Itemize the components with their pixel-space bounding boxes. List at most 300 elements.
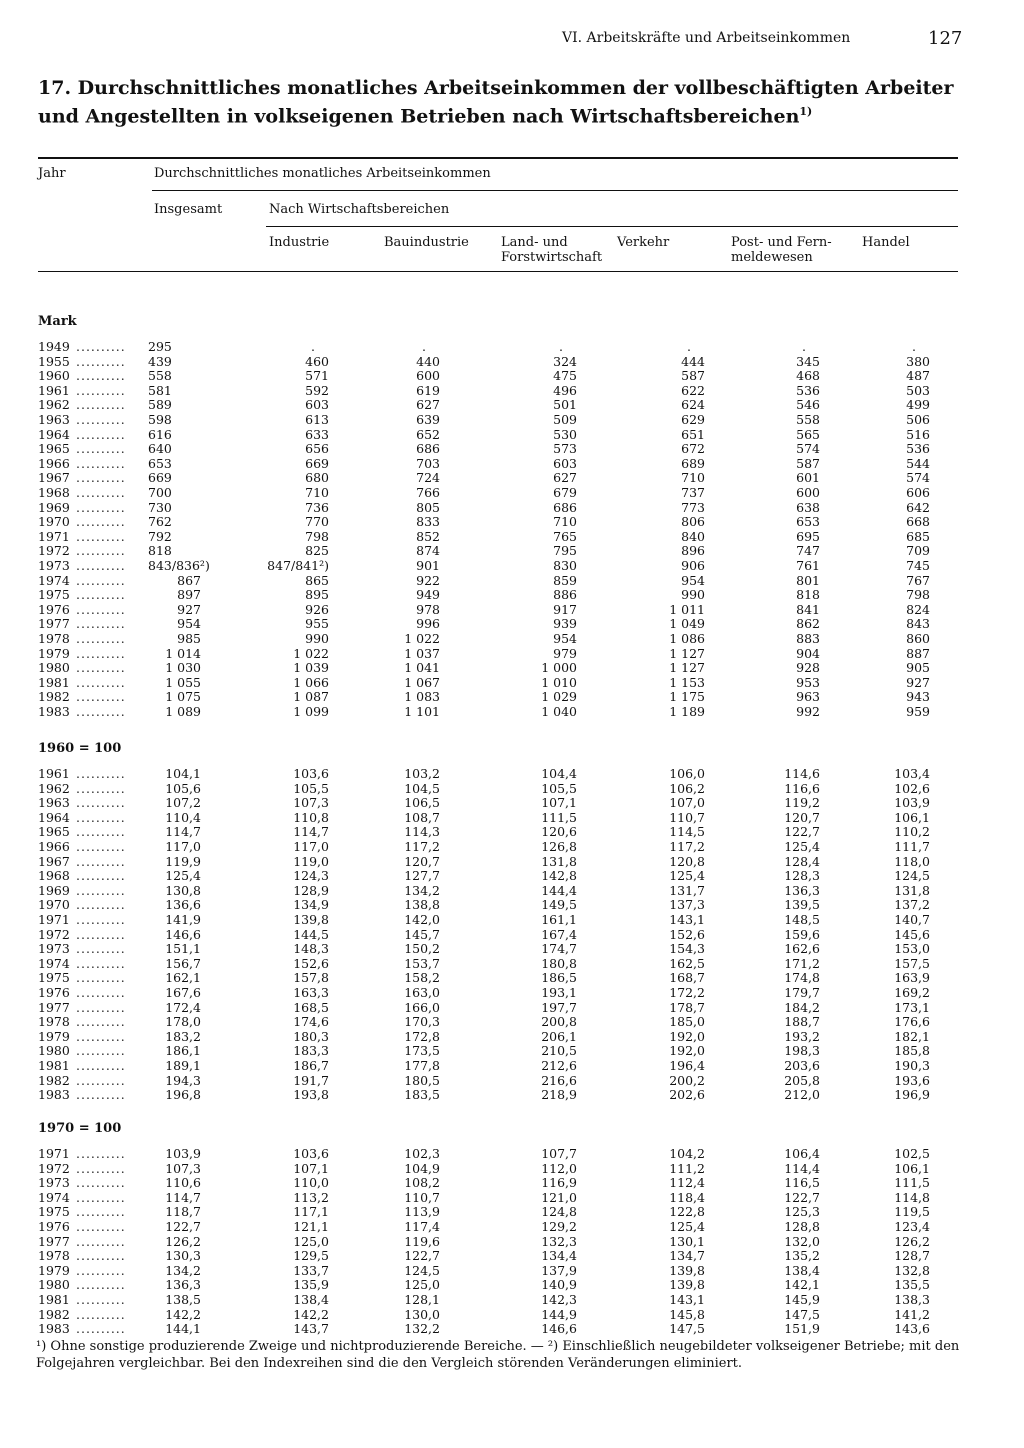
table-cell: 127,7 bbox=[404, 868, 440, 884]
table-row bbox=[38, 661, 968, 676]
cell-year: 1975 bbox=[38, 587, 70, 603]
table-cell: . bbox=[802, 339, 806, 354]
table-cell: 116,5 bbox=[784, 1175, 820, 1191]
table-cell: 1 000 bbox=[541, 660, 577, 676]
leader-dots: .......... bbox=[76, 500, 126, 515]
table-cell: 840 bbox=[681, 528, 705, 544]
table-cell: 131,8 bbox=[541, 853, 577, 869]
table-cell: . bbox=[687, 339, 691, 354]
table-cell: 125,0 bbox=[293, 1233, 329, 1249]
table-cell: 710 bbox=[305, 485, 329, 500]
leader-dots: .......... bbox=[76, 1249, 126, 1264]
table-cell: 129,5 bbox=[293, 1248, 329, 1264]
cell-year: 1978 bbox=[38, 1248, 70, 1264]
table-cell: 177,8 bbox=[404, 1058, 440, 1073]
rule-group bbox=[152, 190, 958, 191]
leader-dots: .......... bbox=[76, 1263, 126, 1278]
table-cell: 939 bbox=[553, 616, 577, 632]
leader-dots: .......... bbox=[76, 427, 126, 442]
leader-dots: .......... bbox=[76, 515, 126, 530]
table-cell: 558 bbox=[796, 412, 820, 427]
cell-year: 1977 bbox=[38, 999, 70, 1015]
table-cell: . bbox=[559, 339, 563, 354]
running-header: VI. Arbeitskräfte und Arbeitseinkommen bbox=[562, 30, 851, 46]
table-cell: 128,8 bbox=[784, 1219, 820, 1234]
cell-year: 1963 bbox=[38, 412, 70, 427]
table-cell: 765 bbox=[553, 528, 577, 544]
table-row bbox=[38, 825, 968, 840]
leader-dots: .......... bbox=[76, 456, 126, 471]
col-header-jahr: Jahr bbox=[38, 166, 66, 181]
table-cell: 1 030 bbox=[165, 660, 201, 676]
table-cell: 185,8 bbox=[894, 1043, 930, 1059]
table-cell: 156,7 bbox=[165, 955, 201, 971]
table-cell: 163,9 bbox=[894, 970, 930, 986]
table-row bbox=[38, 1205, 968, 1220]
cell-year: 1983 bbox=[38, 1321, 70, 1337]
cell-year: 1981 bbox=[38, 1292, 70, 1307]
table-cell: 172,4 bbox=[165, 999, 201, 1015]
cell-year: 1973 bbox=[38, 558, 70, 573]
table-cell: 762 bbox=[148, 514, 172, 530]
col-subgroup-header: Nach Wirtschaftsbereichen bbox=[269, 202, 450, 217]
cell-year: 1973 bbox=[38, 941, 70, 957]
table-cell: 798 bbox=[305, 528, 329, 544]
table-cell: . bbox=[912, 339, 916, 354]
table-cell: 114,8 bbox=[894, 1189, 930, 1205]
table-cell: 188,7 bbox=[784, 1014, 820, 1030]
table-cell: 852 bbox=[416, 528, 440, 544]
table-cell: 106,4 bbox=[784, 1146, 820, 1161]
table-cell: 439 bbox=[148, 353, 172, 369]
table-cell: 143,1 bbox=[669, 1292, 705, 1307]
leader-dots: .......... bbox=[76, 340, 126, 354]
table-row bbox=[38, 1015, 968, 1030]
table-cell: 151,9 bbox=[784, 1321, 820, 1337]
table-cell: 170,3 bbox=[404, 1014, 440, 1030]
table-cell: 107,3 bbox=[165, 1160, 201, 1176]
table-cell: 860 bbox=[906, 631, 930, 646]
table-row bbox=[38, 869, 968, 884]
table-cell: 144,5 bbox=[293, 926, 329, 942]
table-cell: 629 bbox=[681, 412, 705, 427]
leader-dots: .......... bbox=[76, 1234, 126, 1249]
table-cell: 157,8 bbox=[293, 970, 329, 986]
table-cell: 619 bbox=[416, 382, 440, 398]
table-row bbox=[38, 1030, 968, 1045]
table-cell: 178,0 bbox=[165, 1014, 201, 1030]
table-cell: 108,2 bbox=[404, 1175, 440, 1191]
table-cell: 886 bbox=[553, 587, 577, 603]
table-cell: 182,1 bbox=[894, 1028, 930, 1044]
leader-dots: .......... bbox=[76, 602, 126, 617]
col-header-land-line1: Land- und bbox=[501, 235, 568, 250]
cell-year: 1981 bbox=[38, 1058, 70, 1073]
table-cell: 324 bbox=[553, 353, 577, 369]
leader-dots: .......... bbox=[76, 1000, 126, 1015]
table-cell: 468 bbox=[796, 368, 820, 384]
table-cell: 130,1 bbox=[669, 1233, 705, 1249]
col-header-handel: Handel bbox=[862, 235, 910, 250]
table-cell: 134,4 bbox=[541, 1248, 577, 1264]
table-cell: 186,1 bbox=[165, 1043, 201, 1059]
table-cell: 653 bbox=[148, 455, 172, 471]
table-cell: 905 bbox=[906, 660, 930, 676]
leader-dots: .......... bbox=[76, 825, 126, 840]
table-cell: 126,2 bbox=[165, 1233, 201, 1249]
col-header-industrie: Industrie bbox=[269, 235, 330, 250]
table-cell: 953 bbox=[796, 674, 820, 690]
table-cell: 1 011 bbox=[669, 601, 705, 617]
leader-dots: .......... bbox=[76, 986, 126, 1000]
table-cell: 496 bbox=[553, 382, 577, 398]
leader-dots: .......... bbox=[76, 1073, 126, 1088]
section-label: 1960 = 100 bbox=[38, 741, 122, 756]
table-cell: 1 055 bbox=[165, 674, 201, 690]
col-header-post bbox=[731, 235, 832, 265]
table-cell: 142,2 bbox=[293, 1306, 329, 1322]
leader-dots: .......... bbox=[76, 854, 126, 869]
table-cell: 949 bbox=[416, 587, 440, 603]
table-cell: 148,3 bbox=[293, 941, 329, 957]
cell-year: 1971 bbox=[38, 912, 70, 927]
table-row bbox=[38, 515, 968, 530]
table-cell: 1 175 bbox=[669, 689, 705, 705]
table-cell: 183,2 bbox=[165, 1028, 201, 1044]
table-cell: 1 066 bbox=[293, 674, 329, 690]
table-row bbox=[38, 471, 968, 486]
table-cell: 767 bbox=[906, 572, 930, 588]
table-cell: 680 bbox=[305, 470, 329, 486]
table-cell: 847/841²) bbox=[267, 558, 329, 573]
table-row bbox=[38, 957, 968, 972]
table-cell: 183,5 bbox=[404, 1087, 440, 1103]
table-cell: 120,7 bbox=[404, 853, 440, 869]
table-cell: 196,4 bbox=[669, 1058, 705, 1073]
table-row bbox=[38, 384, 968, 399]
table-cell: 168,7 bbox=[669, 970, 705, 986]
table-cell: 1 067 bbox=[404, 674, 440, 690]
cell-year: 1949 bbox=[38, 339, 70, 354]
table-row bbox=[38, 1264, 968, 1279]
leader-dots: .......... bbox=[76, 471, 126, 486]
table-cell: 130,3 bbox=[165, 1248, 201, 1264]
table-cell: 444 bbox=[681, 353, 705, 369]
table-cell: 499 bbox=[906, 397, 930, 413]
table-cell: 979 bbox=[553, 645, 577, 661]
table-cell: 172,2 bbox=[669, 985, 705, 1000]
table-cell: 616 bbox=[148, 426, 172, 442]
table-cell: 1 049 bbox=[669, 616, 705, 632]
table-cell: 138,3 bbox=[894, 1292, 930, 1307]
table-cell: 142,0 bbox=[404, 912, 440, 927]
table-cell: 1 127 bbox=[669, 645, 705, 661]
leader-dots: .......... bbox=[76, 971, 126, 986]
leader-dots: .......... bbox=[76, 486, 126, 500]
table-row bbox=[38, 603, 968, 618]
table-cell: 954 bbox=[681, 572, 705, 588]
table-cell: 202,6 bbox=[669, 1087, 705, 1103]
table-cell: 137,3 bbox=[669, 897, 705, 913]
table-cell: 200,8 bbox=[541, 1014, 577, 1030]
cell-year: 1962 bbox=[38, 780, 70, 796]
table-cell: 110,2 bbox=[894, 824, 930, 840]
table-cell: 148,5 bbox=[784, 912, 820, 927]
table-cell: 587 bbox=[681, 368, 705, 384]
table-cell: 197,7 bbox=[541, 999, 577, 1015]
table-cell: 105,5 bbox=[541, 780, 577, 796]
table-cell: 118,4 bbox=[669, 1189, 705, 1205]
table-cell: 926 bbox=[305, 601, 329, 617]
leader-dots: .......... bbox=[76, 1029, 126, 1044]
table-cell: 131,8 bbox=[894, 882, 930, 898]
cell-year: 1976 bbox=[38, 1219, 70, 1234]
table-row bbox=[38, 559, 968, 574]
table-cell: 601 bbox=[796, 470, 820, 486]
table-cell: 141,9 bbox=[165, 912, 201, 927]
table-row bbox=[38, 442, 968, 457]
table-row bbox=[38, 398, 968, 413]
table-cell: 686 bbox=[416, 441, 440, 457]
leader-dots: .......... bbox=[76, 705, 126, 719]
table-cell: 108,7 bbox=[404, 809, 440, 825]
leader-dots: .......... bbox=[76, 1015, 126, 1030]
table-cell: 103,6 bbox=[293, 1146, 329, 1161]
table-cell: 867 bbox=[177, 572, 201, 588]
table-cell: 183,3 bbox=[293, 1043, 329, 1059]
table-cell: 990 bbox=[305, 631, 329, 646]
table-cell: 992 bbox=[796, 704, 820, 719]
table-cell: 506 bbox=[906, 412, 930, 427]
table-cell: 110,4 bbox=[165, 809, 201, 825]
table-cell: 142,1 bbox=[784, 1277, 820, 1293]
cell-year: 1970 bbox=[38, 514, 70, 530]
table-cell: 124,5 bbox=[404, 1262, 440, 1278]
table-cell: 193,6 bbox=[894, 1072, 930, 1088]
table-cell: 669 bbox=[148, 470, 172, 486]
table-cell: 638 bbox=[796, 499, 820, 515]
table-cell: 203,6 bbox=[784, 1058, 820, 1073]
table-cell: 153,0 bbox=[894, 941, 930, 957]
table-cell: 112,0 bbox=[541, 1160, 577, 1176]
cell-year: 1964 bbox=[38, 809, 70, 825]
cell-year: 1965 bbox=[38, 441, 70, 457]
table-cell: 138,4 bbox=[784, 1262, 820, 1278]
leader-dots: .......... bbox=[76, 796, 126, 811]
cell-year: 1974 bbox=[38, 572, 70, 588]
cell-year: 1971 bbox=[38, 1146, 70, 1161]
table-cell: 121,1 bbox=[293, 1219, 329, 1234]
table-cell: 1 029 bbox=[541, 689, 577, 705]
table-cell: 110,0 bbox=[293, 1175, 329, 1191]
table-cell: 985 bbox=[177, 631, 201, 646]
leader-dots: .......... bbox=[76, 559, 126, 573]
table-row bbox=[38, 1074, 968, 1089]
table-cell: 1 039 bbox=[293, 660, 329, 676]
table-row bbox=[38, 588, 968, 603]
table-cell: 186,7 bbox=[293, 1058, 329, 1073]
leader-dots: .......... bbox=[76, 1307, 126, 1322]
table-cell: 747 bbox=[796, 543, 820, 559]
table-cell: 134,9 bbox=[293, 897, 329, 913]
table-cell: . bbox=[422, 339, 426, 354]
cell-year: 1979 bbox=[38, 1028, 70, 1044]
cell-year: 1967 bbox=[38, 470, 70, 486]
cell-year: 1983 bbox=[38, 1087, 70, 1103]
table-cell: 140,9 bbox=[541, 1277, 577, 1293]
table-cell: 1 022 bbox=[404, 631, 440, 646]
table-cell: 147,5 bbox=[784, 1306, 820, 1322]
table-cell: 146,6 bbox=[541, 1321, 577, 1337]
table-cell: 139,8 bbox=[669, 1262, 705, 1278]
table-cell: 120,7 bbox=[784, 809, 820, 825]
table-cell: 833 bbox=[416, 514, 440, 530]
table-cell: 184,2 bbox=[784, 999, 820, 1015]
table-cell: 173,5 bbox=[404, 1043, 440, 1059]
table-row bbox=[38, 1059, 968, 1074]
leader-dots: .......... bbox=[76, 354, 126, 369]
table-cell: 193,2 bbox=[784, 1028, 820, 1044]
table-row bbox=[38, 1191, 968, 1206]
table-cell: 685 bbox=[906, 528, 930, 544]
table-cell: 124,3 bbox=[293, 868, 329, 884]
table-cell: 1 022 bbox=[293, 645, 329, 661]
table-row bbox=[38, 428, 968, 443]
table-cell: 730 bbox=[148, 499, 172, 515]
table-cell: 766 bbox=[416, 485, 440, 500]
leader-dots: .......... bbox=[76, 632, 126, 646]
cell-year: 1968 bbox=[38, 868, 70, 884]
cell-year: 1976 bbox=[38, 601, 70, 617]
table-cell: 105,6 bbox=[165, 780, 201, 796]
cell-year: 1975 bbox=[38, 970, 70, 986]
table-cell: 136,3 bbox=[165, 1277, 201, 1293]
table-cell: 186,5 bbox=[541, 970, 577, 986]
table-row bbox=[38, 1088, 968, 1103]
table-cell: 104,4 bbox=[541, 766, 577, 781]
table-row bbox=[38, 647, 968, 662]
table-cell: 114,3 bbox=[404, 824, 440, 840]
table-cell: 163,0 bbox=[404, 985, 440, 1000]
table-cell: 573 bbox=[553, 441, 577, 457]
col-group-header: Durchschnittliches monatliches Arbeitseinkommen bbox=[154, 166, 491, 181]
leader-dots: .......... bbox=[76, 413, 126, 427]
table-cell: 1 099 bbox=[293, 704, 329, 719]
table-cell: 125,0 bbox=[404, 1277, 440, 1293]
table-cell: 142,8 bbox=[541, 868, 577, 884]
table-cell: 897 bbox=[177, 587, 201, 603]
cell-year: 1980 bbox=[38, 1277, 70, 1293]
table-cell: 134,7 bbox=[669, 1248, 705, 1264]
table-cell: 110,7 bbox=[404, 1189, 440, 1205]
table-cell: 153,7 bbox=[404, 955, 440, 971]
table-cell: 503 bbox=[906, 382, 930, 398]
table-cell: 1 189 bbox=[669, 704, 705, 719]
table-cell: 126,8 bbox=[541, 839, 577, 854]
table-cell: 695 bbox=[796, 528, 820, 544]
table-cell: 509 bbox=[553, 412, 577, 427]
table-row bbox=[38, 1162, 968, 1177]
rule-top bbox=[38, 157, 958, 159]
table-cell: 172,8 bbox=[404, 1028, 440, 1044]
table-row bbox=[38, 1176, 968, 1191]
table-cell: 795 bbox=[553, 543, 577, 559]
table-cell: 603 bbox=[553, 455, 577, 471]
table-cell: 200,2 bbox=[669, 1072, 705, 1088]
cell-year: 1964 bbox=[38, 426, 70, 442]
table-row bbox=[38, 413, 968, 428]
col-header-insgesamt: Insgesamt bbox=[154, 202, 223, 217]
leader-dots: .......... bbox=[76, 661, 126, 676]
table-cell: 652 bbox=[416, 426, 440, 442]
table-cell: 212,6 bbox=[541, 1058, 577, 1073]
table-cell: 672 bbox=[681, 441, 705, 457]
table-cell: 653 bbox=[796, 514, 820, 530]
table-cell: 162,5 bbox=[669, 955, 705, 971]
table-cell: 639 bbox=[416, 412, 440, 427]
table-cell: 132,2 bbox=[404, 1321, 440, 1337]
table-row bbox=[38, 942, 968, 957]
table-cell: 105,5 bbox=[293, 780, 329, 796]
table-cell: 147,5 bbox=[669, 1321, 705, 1337]
table-cell: 1 037 bbox=[404, 645, 440, 661]
table-cell: 113,9 bbox=[404, 1204, 440, 1220]
table-cell: 193,8 bbox=[293, 1087, 329, 1103]
table-cell: 142,2 bbox=[165, 1306, 201, 1322]
table-cell: 895 bbox=[305, 587, 329, 603]
col-header-land bbox=[501, 235, 602, 265]
cell-year: 1983 bbox=[38, 704, 70, 719]
table-cell: 110,8 bbox=[293, 809, 329, 825]
table-cell: 102,3 bbox=[404, 1146, 440, 1161]
table-cell: 107,0 bbox=[669, 795, 705, 811]
table-cell: 125,4 bbox=[165, 868, 201, 884]
table-cell: 119,9 bbox=[165, 853, 201, 869]
table-cell: 598 bbox=[148, 412, 172, 427]
table-cell: 703 bbox=[416, 455, 440, 471]
cell-year: 1978 bbox=[38, 631, 70, 646]
cell-year: 1973 bbox=[38, 1175, 70, 1191]
table-cell: 536 bbox=[906, 441, 930, 457]
cell-year: 1974 bbox=[38, 1189, 70, 1205]
table-cell: 126,2 bbox=[894, 1233, 930, 1249]
table-cell: 600 bbox=[796, 485, 820, 500]
table-cell: 103,2 bbox=[404, 766, 440, 781]
cell-year: 1980 bbox=[38, 1043, 70, 1059]
table-cell: 843 bbox=[906, 616, 930, 632]
leader-dots: .......... bbox=[76, 544, 126, 559]
table-cell: 122,7 bbox=[784, 1189, 820, 1205]
table-cell: 104,5 bbox=[404, 780, 440, 796]
table-cell: 112,4 bbox=[669, 1175, 705, 1191]
table-cell: 124,5 bbox=[894, 868, 930, 884]
table-cell: 943 bbox=[906, 689, 930, 705]
table-cell: 196,9 bbox=[894, 1087, 930, 1103]
table-cell: 135,5 bbox=[894, 1277, 930, 1293]
table-cell: 818 bbox=[796, 587, 820, 603]
table-cell: 106,2 bbox=[669, 780, 705, 796]
table-cell: 656 bbox=[305, 441, 329, 457]
table-cell: 114,6 bbox=[784, 766, 820, 781]
table-row bbox=[38, 928, 968, 943]
cell-year: 1972 bbox=[38, 926, 70, 942]
cell-year: 1966 bbox=[38, 455, 70, 471]
table-cell: 143,6 bbox=[894, 1321, 930, 1337]
table-cell: 114,7 bbox=[165, 1189, 201, 1205]
table-cell: 174,7 bbox=[541, 941, 577, 957]
table-cell: 990 bbox=[681, 587, 705, 603]
table-cell: 157,5 bbox=[894, 955, 930, 971]
